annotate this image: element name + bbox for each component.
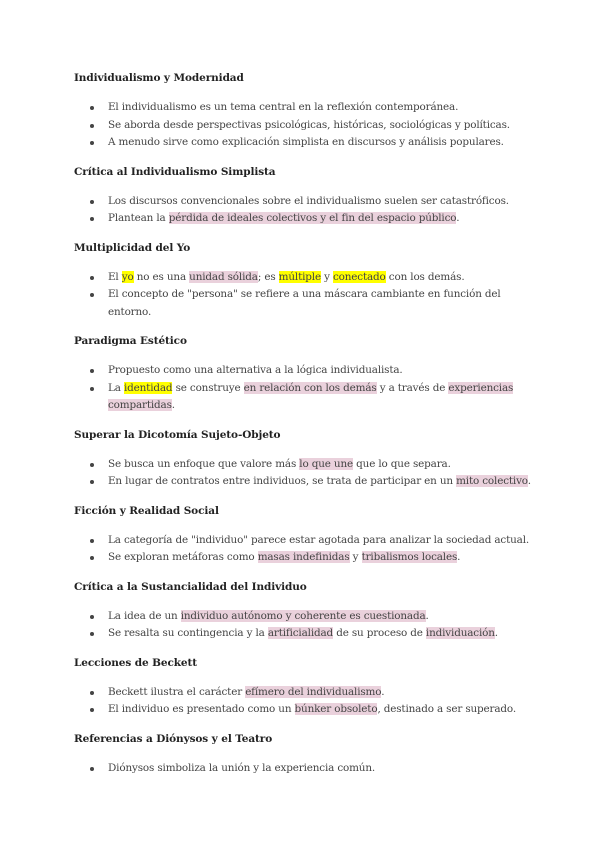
highlight-pink: individuación xyxy=(425,627,495,639)
text-segment: Se exploran metáforas como xyxy=(108,551,258,563)
highlight-pink: individuo autónomo y coherente es cuestionada xyxy=(180,609,426,622)
section xyxy=(74,164,544,228)
text-segment: La categoría de "individuo" parece estar agotada para analizar la sociedad actual. xyxy=(108,533,530,546)
text-segment: El concepto de "persona" se refiere a una máscara cambiante en función del entorno. xyxy=(108,288,501,318)
highlight-pink: lo que une xyxy=(299,457,353,470)
text-segment: En lugar de contratos entre individuos, se trata de participar en un xyxy=(108,475,457,487)
highlight-pink: búnker obsoleto xyxy=(294,703,378,715)
bullet-item xyxy=(74,210,544,228)
text-segment: . xyxy=(456,212,460,224)
highlight-yellow: múltiple xyxy=(278,270,321,283)
bullet-item xyxy=(74,269,544,287)
section-heading: Ficción y Realidad Social xyxy=(74,504,219,517)
section-heading: Multiplicidad del Yo xyxy=(74,241,191,254)
bullet-item xyxy=(74,760,544,778)
text-segment: se construye xyxy=(172,381,244,394)
section-heading: Paradigma Estético xyxy=(74,335,187,347)
bullet-list xyxy=(74,608,544,643)
bullet-item xyxy=(74,701,544,719)
text-segment: y a través de xyxy=(376,381,449,394)
text-segment: de su proceso de xyxy=(333,627,426,639)
text-segment: Beckett ilustra el carácter xyxy=(108,685,246,698)
text-segment: Diónysos simboliza la unión y la experiencia común. xyxy=(108,761,376,774)
text-segment: La xyxy=(108,381,124,394)
section xyxy=(74,70,544,152)
highlight-pink: pérdida de ideales colectivos y el fin del espacio público xyxy=(168,212,457,224)
section-heading: Crítica al Individualismo Simplista xyxy=(74,165,276,178)
section xyxy=(74,731,544,778)
text-segment: con los demás. xyxy=(385,270,465,283)
text-segment: El individuo es presentado como un xyxy=(108,703,295,715)
highlight-pink: efímero del individualismo xyxy=(245,685,382,698)
highlight-yellow: yo xyxy=(121,270,134,283)
highlight-pink: mito colectivo xyxy=(456,475,528,487)
text-segment: Propuesto como una alternativa a la lógica individualista. xyxy=(108,364,403,376)
section-heading: Superar la Dicotomía Sujeto-Objeto xyxy=(74,428,281,441)
document-content xyxy=(74,70,544,789)
bullet-item xyxy=(74,625,544,643)
text-segment: El individualismo es un tema central en la reflexión contemporánea. xyxy=(108,101,459,113)
section-heading: Referencias a Diónysos y el Teatro xyxy=(74,732,273,745)
bullet-item xyxy=(74,473,544,491)
section-heading: Individualismo y Modernidad xyxy=(74,72,244,84)
text-segment: Los discursos convencionales sobre el individualismo suelen ser catastróficos. xyxy=(108,194,509,207)
text-segment: . xyxy=(381,685,385,698)
text-segment: que lo que separa. xyxy=(353,457,451,470)
text-segment: La idea de un xyxy=(108,609,181,622)
text-segment: y xyxy=(349,551,362,563)
bullet-list xyxy=(74,269,544,322)
bullet-list xyxy=(74,193,544,228)
text-segment: Se resalta su contingencia y la xyxy=(108,627,268,639)
bullet-list xyxy=(74,684,544,719)
section xyxy=(74,503,544,567)
highlight-pink: en relación con los demás xyxy=(243,381,377,394)
text-segment: ; es xyxy=(257,270,279,283)
bullet-item xyxy=(74,99,544,117)
text-segment: Se busca un enfoque que valore más xyxy=(108,457,300,470)
highlight-pink: tribalismos locales xyxy=(361,551,458,563)
section xyxy=(74,579,544,643)
bullet-item xyxy=(74,684,544,702)
bullet-item xyxy=(74,117,544,135)
text-segment: no es una xyxy=(133,270,190,283)
bullet-item xyxy=(74,134,544,152)
highlight-pink: masas indefinidas xyxy=(257,551,350,563)
highlight-pink: unidad sólida xyxy=(189,270,258,283)
highlight-pink: experiencias compartidas xyxy=(108,381,514,411)
text-segment: . xyxy=(425,609,429,622)
bullet-list xyxy=(74,99,544,152)
section-heading: Lecciones de Beckett xyxy=(74,656,198,669)
bullet-item xyxy=(74,193,544,211)
bullet-item xyxy=(74,456,544,474)
text-segment: . xyxy=(494,627,498,639)
text-segment: Plantean la xyxy=(108,212,169,224)
highlight-yellow: conectado xyxy=(332,270,386,283)
section-heading: Crítica a la Sustancialidad del Individuo xyxy=(74,580,307,593)
text-segment: , destinado a ser superado. xyxy=(377,703,516,715)
highlight-yellow: identidad xyxy=(123,381,173,394)
bullet-item xyxy=(74,362,544,380)
section xyxy=(74,655,544,719)
bullet-list xyxy=(74,760,544,778)
bullet-list xyxy=(74,362,544,415)
text-segment: y xyxy=(320,270,333,283)
section xyxy=(74,240,544,322)
text-segment: . xyxy=(171,399,175,411)
highlight-pink: artificialidad xyxy=(267,627,334,639)
text-segment: El xyxy=(108,270,122,283)
bullet-item xyxy=(74,380,544,415)
bullet-item xyxy=(74,608,544,626)
text-segment: A menudo sirve como explicación simplista en discursos y análisis populares. xyxy=(108,136,504,148)
bullet-list xyxy=(74,456,544,491)
section xyxy=(74,333,544,415)
bullet-item xyxy=(74,286,544,321)
text-segment: . xyxy=(527,475,531,487)
text-segment: . xyxy=(457,551,461,563)
bullet-list xyxy=(74,532,544,567)
bullet-item xyxy=(74,532,544,550)
text-segment: Se aborda desde perspectivas psicológicas, históricas, sociológicas y políticas. xyxy=(108,118,510,131)
section xyxy=(74,427,544,491)
bullet-item xyxy=(74,549,544,567)
